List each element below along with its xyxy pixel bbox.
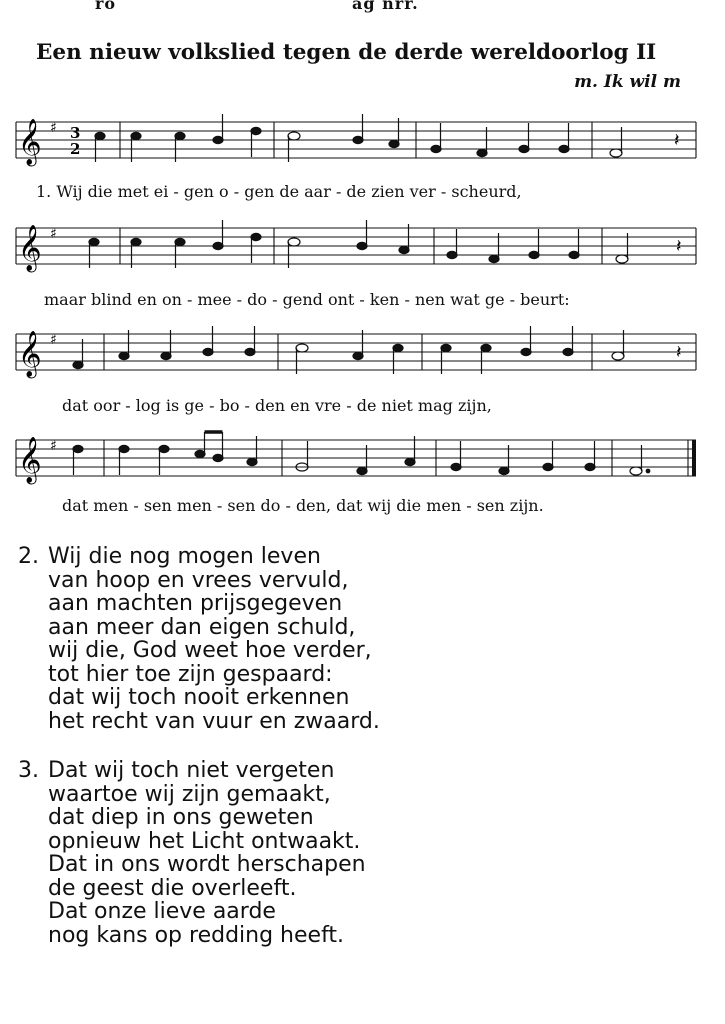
verse-line: dat wij toch nooit erkennen [48,685,350,710]
svg-text:𝄞: 𝄞 [18,331,42,377]
music-system-3 [12,324,700,415]
song-title: Een nieuw volkslied tegen de derde wereldoorlog II [36,40,657,65]
verse-line: Dat in ons wordt herschapen [48,852,366,877]
verse-line: aan machten prijsgegeven [48,591,343,616]
verse-line: het recht van vuur en zwaard. [48,708,380,734]
verse-line: de geest die overleeft. [48,875,297,901]
verse-3 [18,759,380,947]
verse-number: 3. [18,758,39,783]
verse-line: van hoop en vrees vervuld, [48,567,349,593]
verse-line: 3. Dat wij toch niet vergeten [18,758,335,783]
svg-text:2: 2 [70,140,81,158]
verse-line: wij die, God weet hoe verder, [48,638,372,663]
staff-2 [12,218,700,274]
lyric-line-3: dat oor - log is ge - bo - den en vre - de niet mag zijn, [62,396,492,415]
verse-2 [18,545,380,733]
cut-off-text-left: ro [95,0,117,13]
staff-4 [12,430,700,490]
verse-line: waartoe wij zijn gemaakt, [48,781,331,807]
svg-text:♯: ♯ [50,438,57,454]
music-system-1 [12,112,700,201]
svg-text:𝄞: 𝄞 [18,119,42,165]
lyric-line-4: dat men - sen men - sen do - den, dat wij die men - sen zijn. [62,496,544,515]
verse-line: 2. Wij die nog mogen leven [18,544,321,569]
cut-off-text-right: ag nrr. [352,0,419,13]
lyric-line-2: maar blind en on - mee - do - gend ont - ken - nen wat ge - beurt: [44,290,570,309]
svg-text:3: 3 [70,124,81,142]
verse-number: 2. [18,544,39,569]
svg-text:♯: ♯ [50,332,57,348]
music-system-2 [12,218,700,309]
lyric-line-1: 1. Wij die met ei - gen o - gen de aar - de zien ver - scheurd, [36,182,522,201]
verse-line: Dat onze lieve aarde [48,899,276,924]
staff-3 [12,324,700,380]
verse-line: tot hier toe zijn gespaard: [48,661,333,687]
verse-line: nog kans op redding heeft. [48,922,345,948]
svg-text:𝄽: 𝄽 [676,236,682,257]
svg-text:♯: ♯ [50,120,57,136]
svg-text:𝄞: 𝄞 [18,225,42,271]
svg-text:𝄞: 𝄞 [18,437,42,483]
verses [18,545,380,947]
verse-line: opnieuw het Licht ontwaakt. [48,828,361,854]
svg-text:𝄽: 𝄽 [676,342,682,363]
tune-reference: m. Ik wil m [574,72,681,92]
music-system-4 [12,430,700,515]
svg-text:♯: ♯ [50,226,57,242]
svg-text:𝄽: 𝄽 [674,130,680,151]
verse-line: aan meer dan eigen schuld, [48,614,356,640]
verse-line: dat diep in ons geweten [48,805,314,830]
staff-1 [12,112,700,168]
